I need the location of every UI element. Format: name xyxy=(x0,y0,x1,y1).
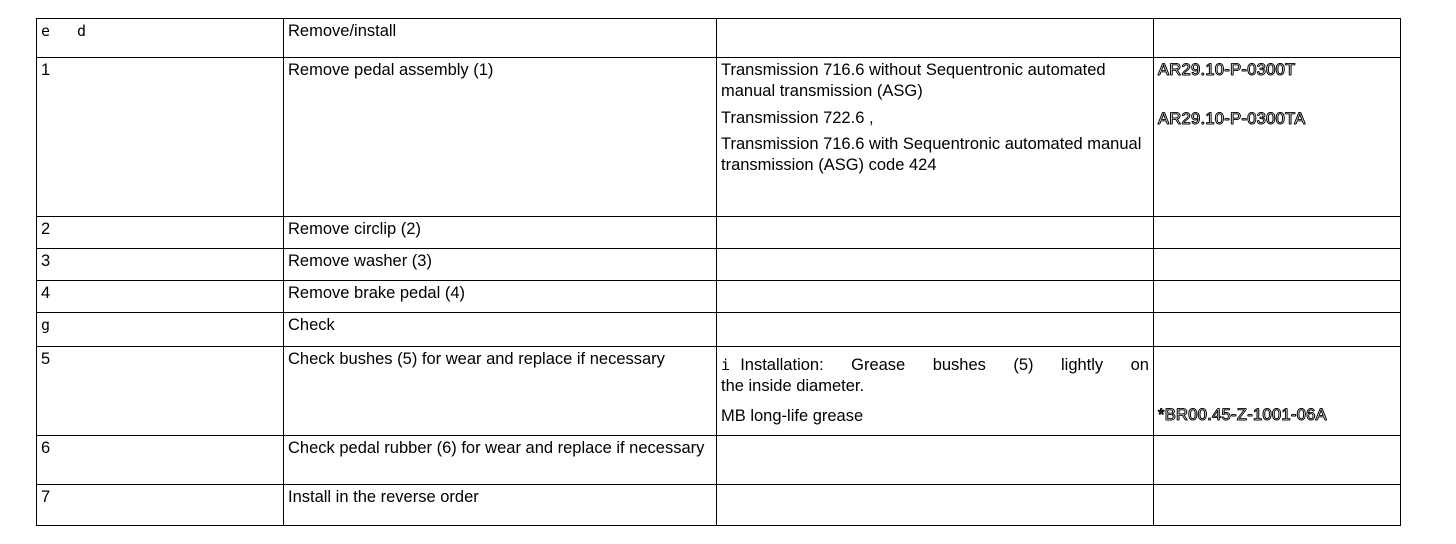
header-empty-cell xyxy=(717,19,1154,58)
installation-note: i Installation: Grease bushes (5) lightly on xyxy=(721,356,1149,374)
step-action: Remove circlip (2) xyxy=(284,217,717,249)
table-row xyxy=(37,217,1401,249)
step-action: Install in the reverse order xyxy=(284,485,717,526)
step-action: Remove pedal assembly (1) xyxy=(284,58,717,217)
step-action: Check bushes (5) for wear and replace if necessary xyxy=(284,347,717,436)
step-action: Remove washer (3) xyxy=(284,249,717,281)
section-title: Check xyxy=(284,313,717,347)
header-symbol-e: e xyxy=(41,22,52,40)
step-notes xyxy=(717,58,1154,217)
procedure-table xyxy=(36,18,1401,526)
table-row xyxy=(37,281,1401,313)
reference-link[interactable]: AR29.10-P-0300TA xyxy=(1158,110,1306,128)
step-refs xyxy=(1154,347,1401,436)
header-symbol-d: d xyxy=(77,22,88,40)
header-title-cell: Remove/install xyxy=(284,19,717,58)
reference-link[interactable]: *BR00.45-Z-1001-06A xyxy=(1158,406,1327,424)
table-row xyxy=(37,249,1401,281)
reference-link[interactable]: AR29.10-P-0300T xyxy=(1158,61,1296,79)
table-row-check xyxy=(37,313,1401,347)
note-text: Transmission 722.6 , xyxy=(721,109,874,127)
table-row xyxy=(37,58,1401,217)
installation-label: Installation: xyxy=(740,356,824,374)
table-row xyxy=(37,347,1401,436)
step-number: 1 xyxy=(37,58,284,217)
step-action: Check pedal rubber (6) for wear and replace if necessary xyxy=(284,436,717,485)
step-number: 5 xyxy=(37,347,284,436)
step-number: 6 xyxy=(37,436,284,485)
step-number: 7 xyxy=(37,485,284,526)
check-symbol-cell xyxy=(37,313,284,347)
table-row-header xyxy=(37,19,1401,58)
step-number: 3 xyxy=(37,249,284,281)
material-text: MB long-life grease xyxy=(721,407,864,425)
header-symbol-cell xyxy=(37,19,284,58)
installation-note-cont: the inside diameter. xyxy=(721,377,865,395)
check-symbol: g xyxy=(41,316,52,334)
table-row xyxy=(37,436,1401,485)
step-number: 2 xyxy=(37,217,284,249)
note-text: Transmission 716.6 with Sequentronic automated manual transmission (ASG) code 424 xyxy=(721,135,1142,174)
note-text: Transmission 716.6 without Sequentronic automated manual transmission (ASG) xyxy=(721,61,1106,100)
step-refs xyxy=(1154,58,1401,217)
step-action: Remove brake pedal (4) xyxy=(284,281,717,313)
header-empty-cell xyxy=(1154,19,1401,58)
step-notes xyxy=(717,347,1154,436)
table-row xyxy=(37,485,1401,526)
info-icon: i xyxy=(721,356,732,374)
step-number: 4 xyxy=(37,281,284,313)
